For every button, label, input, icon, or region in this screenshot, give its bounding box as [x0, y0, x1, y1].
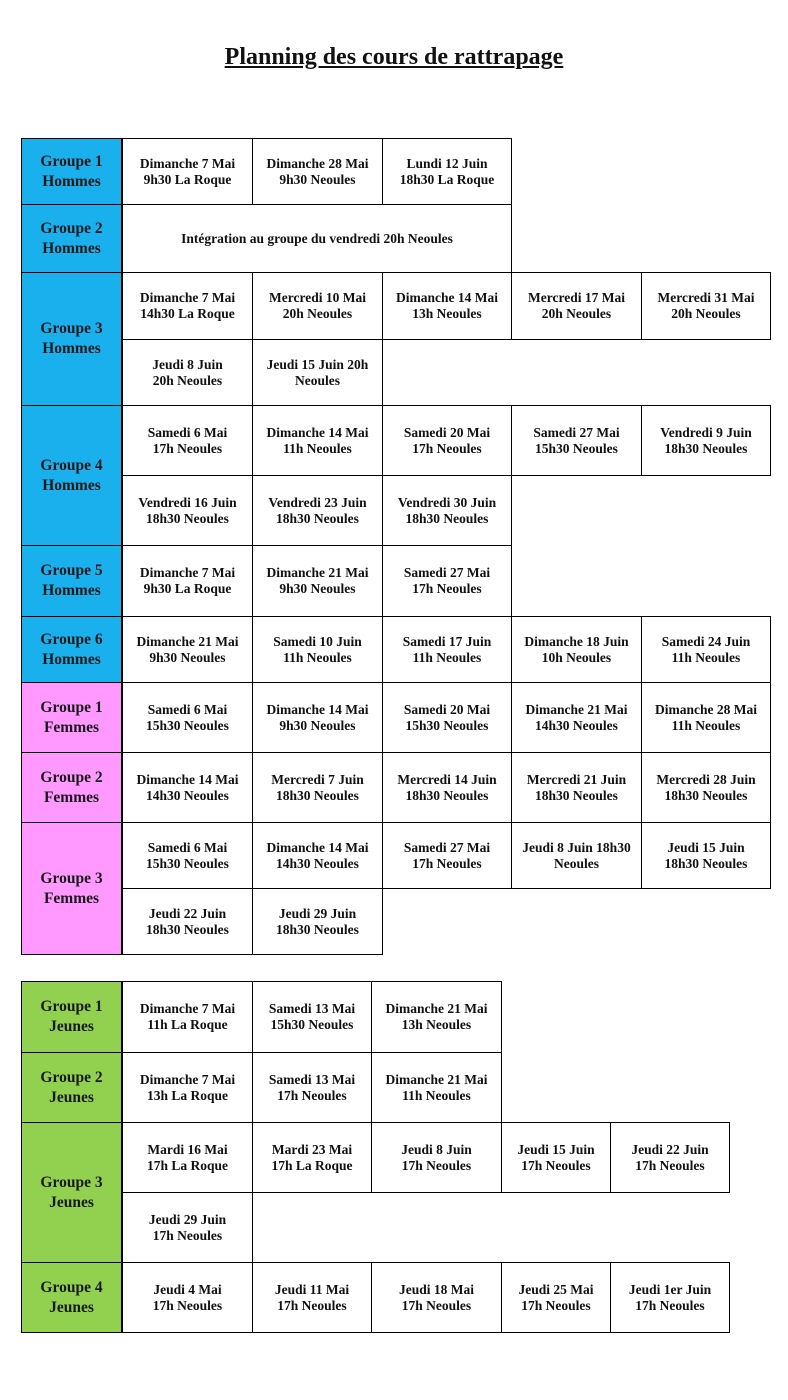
group-label-groupe-4-jeunes — [21, 1262, 122, 1333]
session-cell — [610, 1262, 730, 1333]
session-cell — [641, 405, 771, 476]
group-label-groupe-4-hommes — [21, 405, 122, 546]
session-text-line: 18h30 Neoules — [276, 787, 359, 803]
session-text-line: Dimanche 14 Mai — [266, 839, 369, 855]
group-label-line: Hommes — [42, 239, 101, 257]
session-cell — [641, 272, 771, 340]
group-label-line: Jeunes — [49, 1298, 94, 1316]
session-text-line: Jeudi 1er Juin — [628, 1281, 712, 1297]
session-text-line: Dimanche 14 Mai — [266, 424, 369, 440]
session-cell — [122, 1262, 253, 1333]
session-text-line: Vendredi 30 Juin — [397, 494, 497, 510]
session-cell — [252, 682, 383, 753]
session-cell — [252, 616, 383, 683]
session-cell — [122, 616, 253, 683]
session-text-line: Dimanche 21 Mai — [266, 565, 369, 580]
group-label-line: Groupe 1 — [40, 152, 103, 170]
session-cell — [252, 272, 383, 340]
session-text-line: 11h La Roque — [147, 1017, 228, 1032]
session-text-line: Jeudi 22 Juin — [148, 905, 227, 921]
session-cell — [122, 545, 253, 617]
session-text-line: 15h30 Neoules — [405, 717, 489, 733]
session-text-line: 14h30 Neoules — [276, 855, 359, 871]
session-cell — [252, 1122, 372, 1193]
session-cell — [371, 1052, 502, 1123]
session-text-line: Dimanche 28 Mai — [655, 701, 757, 717]
session-text-line: 13h La Roque — [146, 1087, 229, 1103]
session-cell — [511, 752, 642, 823]
session-cell — [122, 1122, 253, 1193]
session-text-line: Samedi 6 Mai — [147, 839, 228, 855]
session-text-line: Mercredi 14 Juin — [397, 771, 497, 787]
session-cell — [252, 981, 372, 1053]
session-cell — [252, 545, 383, 617]
session-text-line: 18h30 Neoules — [146, 510, 229, 526]
session-text-line: 13h Neoules — [401, 1017, 472, 1032]
session-text-line: 17h Neoules — [152, 1297, 223, 1313]
session-text-line: Dimanche 21 Mai — [136, 633, 239, 649]
session-cell — [122, 475, 253, 546]
session-text-line: Samedi 24 Juin — [661, 633, 751, 649]
group-label-groupe-6-hommes — [21, 616, 122, 683]
session-text-line: Jeudi 25 Mai — [518, 1281, 594, 1297]
session-text-line: Jeudi 29 Juin — [278, 905, 357, 921]
session-text-line: Samedi 6 Mai — [147, 424, 228, 440]
session-text-line: Neoules — [554, 855, 599, 871]
session-text-line: 11h Neoules — [283, 440, 352, 456]
group-label-line: Groupe 4 — [40, 456, 103, 474]
session-text-line: Jeudi 8 Juin — [401, 1141, 472, 1157]
session-text-line: 9h30 Neoules — [279, 717, 356, 733]
session-text-line: 15h30 Neoules — [146, 855, 229, 871]
group-label-line: Hommes — [42, 340, 101, 357]
group-label-line: Groupe 3 — [40, 869, 103, 887]
session-text-line: 17h Neoules — [401, 1297, 472, 1313]
session-text-line: Jeudi 22 Juin — [631, 1141, 709, 1157]
session-text-line: Dimanche 18 Juin — [524, 633, 629, 649]
group-label-groupe-5-hommes — [21, 545, 122, 617]
session-text-line: 9h30 Neoules — [279, 171, 356, 187]
session-text-line: Jeudi 18 Mai — [398, 1281, 474, 1297]
session-cell — [382, 475, 512, 546]
session-cell — [122, 204, 512, 273]
session-cell — [252, 138, 383, 205]
session-cell — [122, 752, 253, 823]
session-text-line: Vendredi 23 Juin — [268, 494, 367, 510]
session-cell — [122, 272, 253, 340]
group-label-line: Jeunes — [49, 1088, 94, 1106]
session-text-line: 17h La Roque — [271, 1157, 353, 1173]
session-text-line: 17h Neoules — [635, 1297, 705, 1313]
session-text-line: 17h Neoules — [277, 1087, 347, 1103]
session-text-line: Samedi 13 Mai — [268, 1001, 356, 1016]
group-label-groupe-3-jeunes — [21, 1122, 122, 1263]
group-label-groupe-2-femmes — [21, 752, 122, 823]
session-text-line: 17h Neoules — [152, 440, 223, 456]
session-text-line: 20h Neoules — [671, 306, 741, 321]
session-text-line: 15h30 Neoules — [535, 440, 618, 456]
session-text-line: 18h30 Neoules — [664, 787, 748, 803]
session-text-line: Dimanche 7 Mai — [139, 565, 236, 580]
session-text-line: Dimanche 7 Mai — [139, 1001, 236, 1016]
session-text-line: 18h30 Neoules — [535, 787, 618, 803]
group-label-groupe-3-femmes — [21, 822, 122, 955]
session-text-line: Vendredi 16 Juin — [138, 494, 237, 510]
session-text-line: 17h Neoules — [401, 1157, 472, 1173]
session-text-line: Jeudi 8 Juin — [152, 356, 223, 372]
session-text-line: 17h Neoules — [412, 581, 482, 596]
session-cell — [371, 1262, 502, 1333]
session-cell — [122, 822, 253, 889]
session-text-line: 14h30 Neoules — [146, 787, 229, 803]
group-label-line: Groupe 5 — [40, 562, 103, 579]
session-cell — [501, 1262, 611, 1333]
session-text-line: 18h30 Neoules — [405, 787, 489, 803]
session-cell — [122, 1052, 253, 1123]
session-cell — [122, 405, 253, 476]
session-cell — [382, 138, 512, 205]
session-text-line: Mardi 23 Mai — [271, 1141, 353, 1157]
session-text-line: 9h30 Neoules — [149, 649, 226, 665]
session-text-line: Jeudi 11 Mai — [274, 1281, 350, 1297]
session-cell — [122, 682, 253, 753]
session-text-line: 11h Neoules — [671, 649, 741, 665]
session-text-line: Samedi 20 Mai — [403, 701, 491, 717]
session-cell — [641, 822, 771, 889]
group-label-line: Groupe 6 — [40, 630, 103, 648]
session-cell — [610, 1122, 730, 1193]
session-text-line: 18h30 Neoules — [276, 510, 359, 526]
session-text-line: 11h Neoules — [283, 649, 352, 665]
session-text-line: Samedi 27 Mai — [533, 424, 620, 440]
session-cell — [382, 545, 512, 617]
session-cell — [641, 752, 771, 823]
group-label-line: Groupe 3 — [40, 1173, 103, 1191]
session-text-line: Dimanche 7 Mai — [139, 155, 236, 171]
session-text-line: Samedi 20 Mai — [403, 424, 491, 440]
group-label-line: Hommes — [42, 650, 101, 668]
group-label-line: Groupe 4 — [40, 1278, 103, 1296]
group-label-groupe-3-hommes — [21, 272, 122, 406]
session-text-line: 20h Neoules — [541, 306, 612, 321]
session-text-line: Mercredi 31 Mai — [657, 290, 755, 305]
session-text-line: Jeudi 29 Juin — [148, 1211, 227, 1227]
session-text-line: Dimanche 7 Mai — [139, 290, 236, 305]
session-cell — [371, 981, 502, 1053]
session-text-line: Mercredi 17 Mai — [528, 290, 625, 305]
session-text-line: 20h Neoules — [282, 306, 353, 321]
session-text-line: 18h30 Neoules — [664, 855, 748, 871]
session-text-line: Dimanche 21 Mai — [525, 701, 628, 717]
session-text-line: Samedi 6 Mai — [147, 701, 228, 717]
session-cell — [382, 822, 512, 889]
group-label-line: Femmes — [43, 889, 100, 907]
session-cell — [122, 888, 253, 955]
page-title: Planning des cours de rattrapage — [224, 44, 564, 70]
group-label-line: Groupe 3 — [40, 320, 103, 337]
session-text-line: Jeudi 4 Mai — [153, 1281, 222, 1297]
session-text-line: 17h Neoules — [521, 1157, 591, 1173]
session-text-line: Dimanche 14 Mai — [136, 771, 239, 787]
session-text-line: Mercredi 21 Juin — [526, 771, 627, 787]
session-text-line: 9h30 La Roque — [143, 581, 232, 596]
session-text-line: 9h30 La Roque — [143, 171, 232, 187]
session-text-line: 11h Neoules — [412, 649, 482, 665]
group-label-groupe-2-hommes — [21, 204, 122, 273]
session-text-line: Neoules — [295, 372, 340, 388]
group-label-line: Femmes — [43, 788, 100, 806]
session-cell — [122, 339, 253, 406]
session-text-line: 15h30 Neoules — [270, 1017, 354, 1032]
session-cell — [252, 1052, 372, 1123]
session-cell — [511, 405, 642, 476]
session-text-line: Samedi 17 Juin — [402, 633, 492, 649]
session-text-line: Intégration au groupe du vendredi 20h Neoules — [181, 230, 453, 246]
session-text-line: 14h30 Neoules — [535, 717, 618, 733]
group-label-groupe-1-jeunes — [21, 981, 122, 1053]
session-text-line: 11h Neoules — [671, 717, 741, 733]
session-text-line: Dimanche 14 Mai — [396, 290, 498, 305]
session-cell — [641, 682, 771, 753]
session-text-line: Dimanche 21 Mai — [385, 1071, 488, 1087]
session-text-line: Mardi 16 Mai — [147, 1141, 228, 1157]
session-cell — [122, 1192, 253, 1263]
session-text-line: 17h Neoules — [412, 855, 482, 871]
session-text-line: 9h30 Neoules — [279, 581, 356, 596]
session-text-line: Samedi 13 Mai — [268, 1071, 356, 1087]
session-text-line: 20h Neoules — [152, 372, 223, 388]
session-text-line: Jeudi 15 Juin — [517, 1141, 595, 1157]
session-cell — [252, 475, 383, 546]
session-text-line: 13h Neoules — [412, 306, 482, 321]
group-label-groupe-1-hommes — [21, 138, 122, 205]
session-text-line: Vendredi 9 Juin — [660, 424, 752, 440]
session-text-line: Dimanche 21 Mai — [385, 1001, 488, 1016]
session-text-line: Mercredi 28 Juin — [656, 771, 756, 787]
session-cell — [511, 272, 642, 340]
session-text-line: 18h30 Neoules — [146, 921, 229, 937]
session-text-line: 14h30 La Roque — [140, 306, 235, 321]
session-text-line: 18h30 La Roque — [399, 171, 495, 187]
session-cell — [501, 1122, 611, 1193]
group-label-line: Hommes — [42, 476, 101, 494]
session-text-line: Dimanche 7 Mai — [139, 1071, 236, 1087]
group-label-groupe-1-femmes — [21, 682, 122, 753]
group-label-line: Jeunes — [49, 1018, 94, 1035]
session-text-line: Samedi 27 Mai — [403, 839, 491, 855]
session-cell — [252, 405, 383, 476]
session-text-line: 17h Neoules — [635, 1157, 705, 1173]
session-cell — [252, 752, 383, 823]
session-text-line: Mercredi 7 Juin — [271, 771, 364, 787]
session-text-line: 17h Neoules — [521, 1297, 591, 1313]
session-text-line: 17h Neoules — [277, 1297, 347, 1313]
session-text-line: Jeudi 8 Juin 18h30 — [522, 839, 631, 855]
session-text-line: 15h30 Neoules — [146, 717, 229, 733]
session-text-line: Jeudi 15 Juin — [667, 839, 745, 855]
session-cell — [371, 1122, 502, 1193]
session-cell — [511, 822, 642, 889]
group-label-line: Groupe 2 — [40, 219, 103, 237]
session-cell — [382, 272, 512, 340]
group-label-line: Femmes — [43, 718, 100, 736]
session-cell — [641, 616, 771, 683]
session-text-line: 10h Neoules — [541, 649, 612, 665]
session-text-line: Mercredi 10 Mai — [269, 290, 366, 305]
group-label-line: Hommes — [42, 582, 101, 599]
session-cell — [511, 682, 642, 753]
session-cell — [382, 682, 512, 753]
group-label-line: Jeunes — [49, 1193, 94, 1211]
session-cell — [252, 1262, 372, 1333]
group-label-line: Groupe 1 — [40, 998, 103, 1015]
session-text-line: 17h Neoules — [152, 1227, 223, 1243]
session-text-line: Dimanche 28 Mai — [266, 155, 369, 171]
session-cell — [382, 405, 512, 476]
session-text-line: Jeudi 15 Juin 20h — [266, 356, 369, 372]
session-text-line: Samedi 27 Mai — [403, 565, 491, 580]
session-cell — [252, 888, 383, 955]
group-label-line: Groupe 2 — [40, 1068, 103, 1086]
session-cell — [511, 616, 642, 683]
session-text-line: 18h30 Neoules — [664, 440, 748, 456]
session-cell — [122, 981, 253, 1053]
session-text-line: 11h Neoules — [402, 1087, 471, 1103]
session-text-line: Samedi 10 Juin — [273, 633, 362, 649]
session-text-line: Lundi 12 Juin — [406, 155, 488, 171]
session-text-line: 18h30 Neoules — [276, 921, 359, 937]
group-label-line: Groupe 2 — [40, 768, 103, 786]
session-text-line: 17h La Roque — [146, 1157, 229, 1173]
session-cell — [252, 339, 383, 406]
group-label-line: Groupe 1 — [40, 698, 103, 716]
session-text-line: 17h Neoules — [412, 440, 482, 456]
group-label-line: Hommes — [42, 172, 101, 190]
session-text-line: Dimanche 14 Mai — [266, 701, 369, 717]
session-text-line: 18h30 Neoules — [405, 510, 489, 526]
session-cell — [122, 138, 253, 205]
group-label-groupe-2-jeunes — [21, 1052, 122, 1123]
session-cell — [382, 616, 512, 683]
session-cell — [252, 822, 383, 889]
session-cell — [382, 752, 512, 823]
